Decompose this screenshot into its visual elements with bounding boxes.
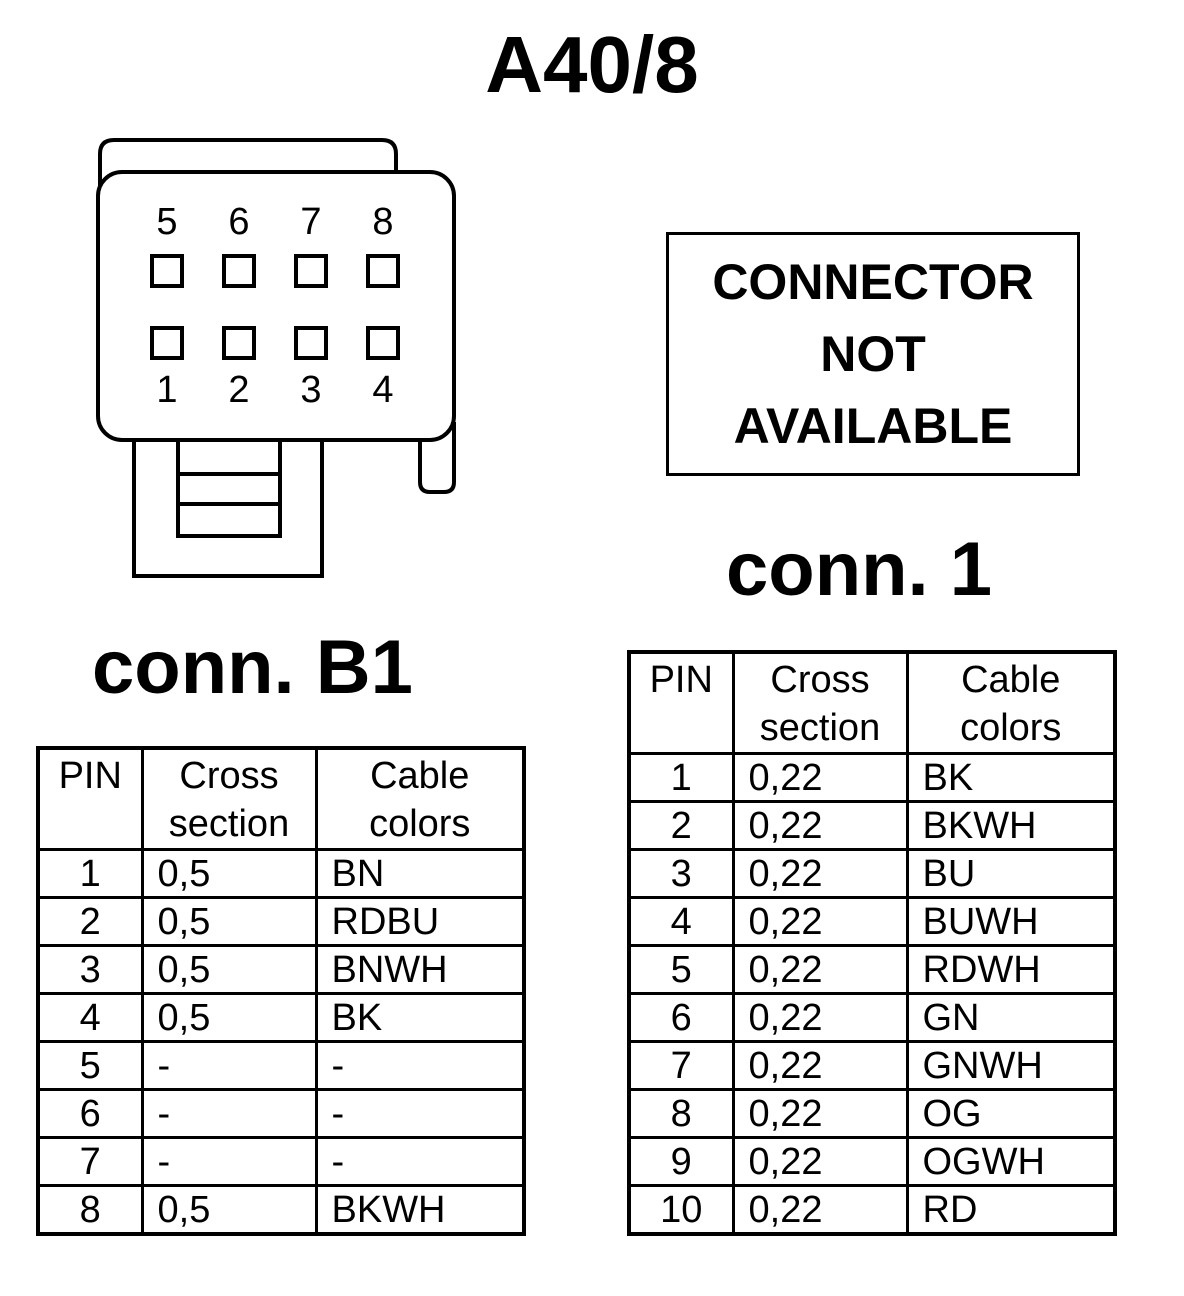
table-row [629,994,1115,1042]
table-row [38,1090,524,1138]
conn-1-title: conn. 1 [726,527,993,612]
table-row [629,1186,1115,1235]
cross-section-cell: 0,22 [733,1042,907,1090]
connector-not-available-box [666,232,1080,476]
header-cable-colors: Cable colors [907,652,1115,754]
cable-color-cell: - [316,1090,524,1138]
cross-section-cell: 0,22 [733,946,907,994]
cable-color-cell: BUWH [907,898,1115,946]
pin-3-socket [296,328,326,358]
pin-cell: 4 [629,898,733,946]
conn-1-pin-table [627,650,1117,1236]
cross-section-cell: - [142,1042,316,1090]
cross-section-cell: 0,22 [733,802,907,850]
diagram-title: A40/8 [485,20,699,109]
cross-section-cell: 0,5 [142,1186,316,1235]
pin-cell: 9 [629,1138,733,1186]
table-row [629,754,1115,802]
cross-section-cell: 0,22 [733,754,907,802]
table-row [629,1090,1115,1138]
pin-label-5: 5 [156,201,178,243]
cable-color-cell: GNWH [907,1042,1115,1090]
cross-section-cell: 0,22 [733,1186,907,1235]
pin-cell: 10 [629,1186,733,1235]
cross-section-cell: 0,22 [733,1090,907,1138]
cross-section-cell: 0,5 [142,850,316,898]
pin-5-socket [152,256,182,286]
table-row [38,994,524,1042]
pin-label-7: 7 [300,201,322,243]
pin-cell: 6 [38,1090,142,1138]
cross-section-cell: 0,22 [733,994,907,1042]
cable-color-cell: - [316,1138,524,1186]
pin-cell: 7 [629,1042,733,1090]
cross-section-cell: 0,22 [733,898,907,946]
cable-color-cell: - [316,1042,524,1090]
conn-b1-pin-table [36,746,526,1236]
pin-label-4: 4 [372,369,394,411]
pin-cell: 8 [38,1186,142,1235]
cable-color-cell: BK [907,754,1115,802]
conn-b1-title: conn. B1 [92,625,413,710]
cable-color-cell: GN [907,994,1115,1042]
pin-cell: 7 [38,1138,142,1186]
notice-line-3: AVAILABLE [733,398,1013,454]
table-row [38,946,524,994]
table-row [38,1042,524,1090]
cable-color-cell: BU [907,850,1115,898]
pin-label-2: 2 [228,369,250,411]
pin-cell: 3 [38,946,142,994]
pin-label-8: 8 [372,201,394,243]
table-row [629,802,1115,850]
table-row [38,850,524,898]
pin-cell: 3 [629,850,733,898]
pin-cell: 6 [629,994,733,1042]
table-header-row [629,652,1115,754]
cross-section-cell: 0,5 [142,898,316,946]
cable-color-cell: BN [316,850,524,898]
cross-section-cell: 0,5 [142,994,316,1042]
cross-section-cell: - [142,1090,316,1138]
table-row [38,1186,524,1235]
table-row [629,1042,1115,1090]
cross-section-cell: 0,5 [142,946,316,994]
notice-line-2: NOT [820,326,926,382]
pin-label-1: 1 [156,369,178,411]
pin-6-socket [224,256,254,286]
cross-section-cell: 0,22 [733,850,907,898]
cable-color-cell: BKWH [907,802,1115,850]
table-row [629,1138,1115,1186]
pin-cell: 2 [38,898,142,946]
table-row [38,898,524,946]
pin-cell: 2 [629,802,733,850]
header-pin: PIN [38,748,142,850]
connector-b1-drawing [90,132,470,592]
table-row [629,850,1115,898]
header-pin: PIN [629,652,733,754]
cable-color-cell: OGWH [907,1138,1115,1186]
header-cable-colors: Cable colors [316,748,524,850]
pin-cell: 1 [629,754,733,802]
header-cross-section: Cross section [733,652,907,754]
table-row [38,1138,524,1186]
pin-cell: 4 [38,994,142,1042]
pin-cell: 5 [38,1042,142,1090]
pin-label-6: 6 [228,201,250,243]
notice-line-1: CONNECTOR [712,254,1034,310]
pin-cell: 8 [629,1090,733,1138]
pin-8-socket [368,256,398,286]
pin-7-socket [296,256,326,286]
pin-4-socket [368,328,398,358]
cable-color-cell: BKWH [316,1186,524,1235]
cable-color-cell: BNWH [316,946,524,994]
pin-cell: 5 [629,946,733,994]
cable-color-cell: RDBU [316,898,524,946]
cable-color-cell: BK [316,994,524,1042]
cable-color-cell: OG [907,1090,1115,1138]
cross-section-cell: - [142,1138,316,1186]
header-cross-section: Cross section [142,748,316,850]
pin-cell: 1 [38,850,142,898]
table-header-row [38,748,524,850]
cable-color-cell: RDWH [907,946,1115,994]
pin-1-socket [152,328,182,358]
pin-label-3: 3 [300,369,322,411]
table-row [629,898,1115,946]
cross-section-cell: 0,22 [733,1138,907,1186]
cable-color-cell: RD [907,1186,1115,1235]
pin-2-socket [224,328,254,358]
table-row [629,946,1115,994]
